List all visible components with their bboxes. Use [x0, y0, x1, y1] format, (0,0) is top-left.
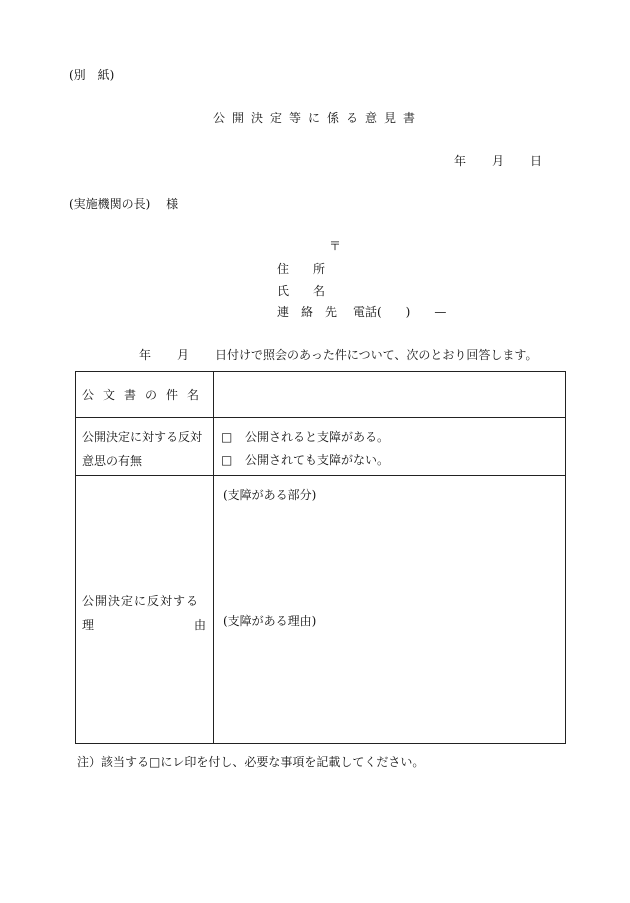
- doc-title-label: 公文書の件名: [82, 388, 209, 402]
- option-no-impediment-label: 公開されても支障がない。: [245, 453, 390, 467]
- objection-label-line1: 公開決定に対する反対: [82, 430, 203, 444]
- option-has-impediment[interactable]: [221, 429, 389, 445]
- option-no-impediment[interactable]: [221, 452, 389, 468]
- checkbox-icon[interactable]: □: [221, 430, 233, 444]
- reason-label-left: 理: [82, 618, 95, 632]
- table-row: [76, 372, 566, 418]
- intro-month: 月: [177, 348, 190, 362]
- doc-title-value-cell[interactable]: [214, 372, 566, 418]
- address-label: 住 所: [277, 262, 326, 276]
- reason-content-cell[interactable]: [214, 476, 566, 744]
- reason-label-right: 由: [193, 618, 206, 632]
- impediment-reason-label: (支障がある理由): [223, 614, 317, 628]
- intro-text: 日付けで照会のあった件について、次のとおり回答します。: [215, 348, 538, 362]
- option-has-impediment-label: 公開されると支障がある。: [245, 430, 390, 444]
- intro-year: 年: [139, 348, 152, 362]
- postal-mark: 〒: [329, 239, 342, 253]
- reason-label-line1: 公開決定に反対する: [82, 594, 200, 608]
- doc-title-label-cell: [76, 372, 214, 418]
- contact-label: 連 絡 先: [277, 305, 338, 319]
- objection-options-cell: [214, 418, 566, 476]
- addressee: (実施機関の長) 様: [69, 197, 179, 211]
- table-row: [76, 476, 566, 744]
- reason-label-line2: [82, 617, 206, 633]
- attachment-label: (別 紙): [69, 68, 115, 82]
- opinion-form-table: [75, 371, 566, 744]
- name-label: 氏 名: [277, 284, 326, 298]
- document-title: 公開決定等に係る意見書: [213, 111, 423, 125]
- date-year: 年: [454, 154, 467, 168]
- date-day: 日: [530, 154, 543, 168]
- table-row: [76, 418, 566, 476]
- date-month: 月: [492, 154, 505, 168]
- objection-label-cell: [76, 418, 214, 476]
- footnote: 注）該当する□にレ印を付し、必要な事項を記載してください。: [77, 755, 425, 769]
- reason-label-cell: [76, 476, 214, 744]
- impediment-part-label: (支障がある部分): [223, 488, 317, 502]
- checkbox-icon[interactable]: □: [221, 453, 233, 467]
- phone-label: 電話( ) —: [353, 305, 447, 319]
- objection-label-line2: 意思の有無: [82, 454, 143, 468]
